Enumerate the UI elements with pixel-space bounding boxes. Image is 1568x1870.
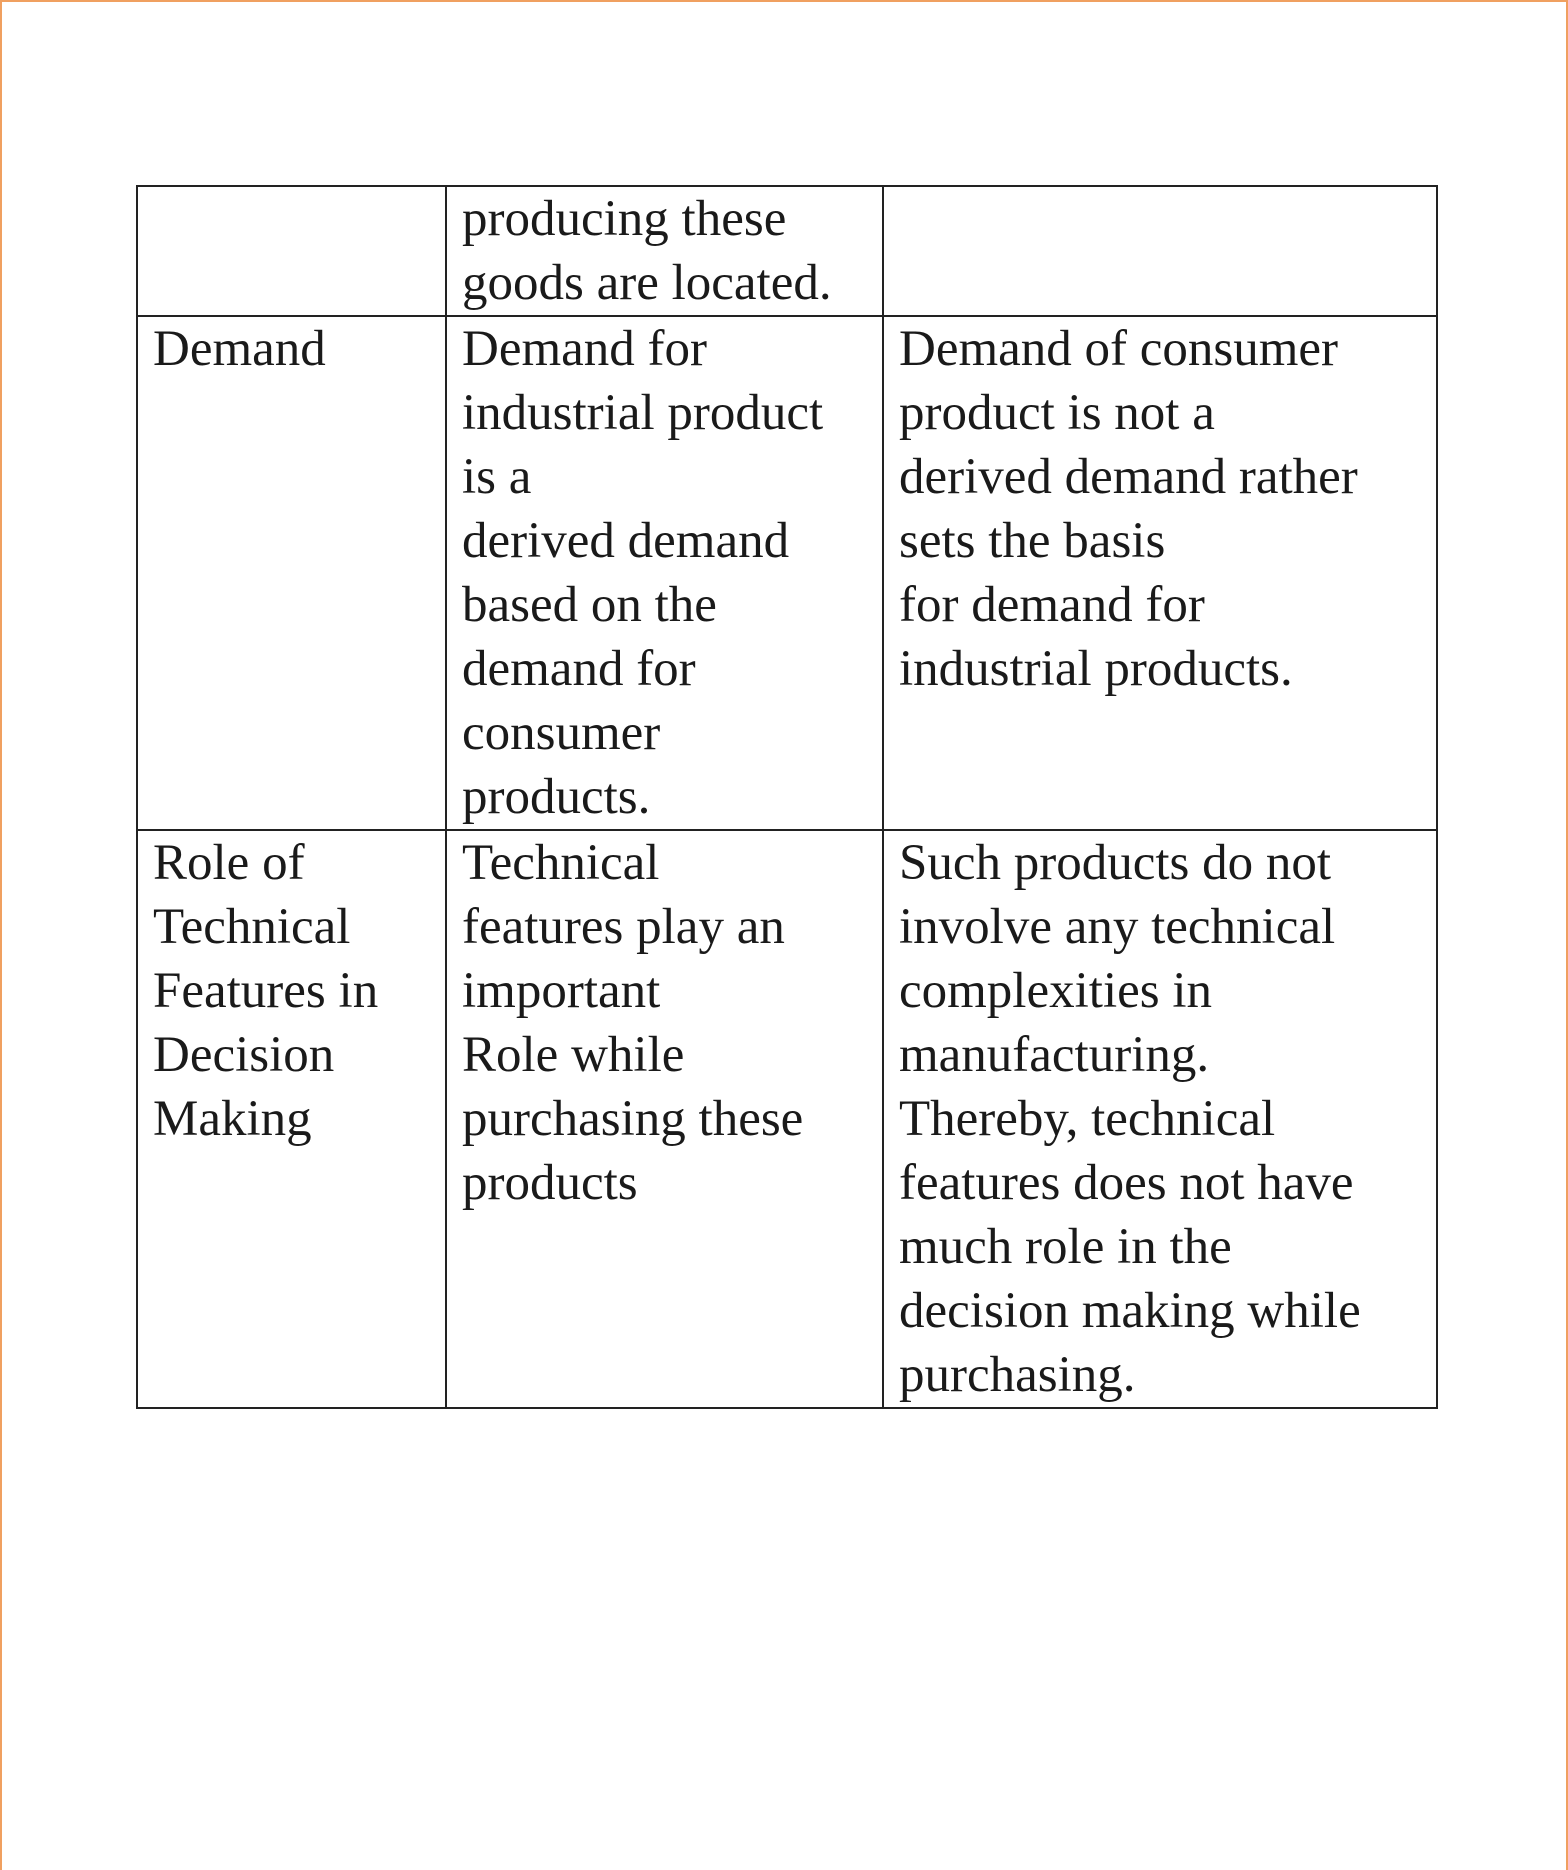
comparison-table <box>136 185 1438 1409</box>
table-cell-consumer <box>883 186 1437 316</box>
table-cell-industrial: Technical features play an important Role while purchasing these products <box>446 830 883 1408</box>
table-row <box>137 186 1437 316</box>
table-row <box>137 316 1437 830</box>
table-cell-aspect: Role of Technical Features in Decision Making <box>137 830 446 1408</box>
table-row <box>137 830 1437 1408</box>
table-cell-aspect <box>137 186 446 316</box>
table-cell-consumer: Such products do not involve any technical complexities in manufacturing. Thereby, technical features does not have much role in the decision making while purchasing. <box>883 830 1437 1408</box>
table-cell-industrial: producing these goods are located. <box>446 186 883 316</box>
table-cell-consumer: Demand of consumer product is not a derived demand rather sets the basis for demand for industrial products. <box>883 316 1437 830</box>
table-cell-industrial: Demand for industrial product is a derived demand based on the demand for consumer products. <box>446 316 883 830</box>
table-cell-aspect: Demand <box>137 316 446 830</box>
